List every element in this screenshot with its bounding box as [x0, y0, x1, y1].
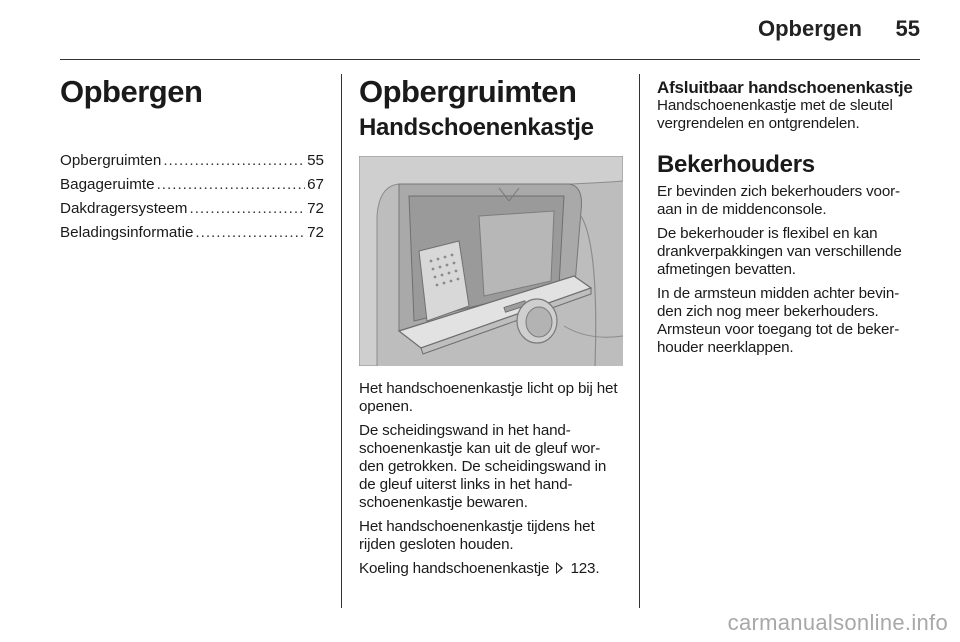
- header-rule: [60, 59, 920, 60]
- column-divider-1: [341, 74, 342, 608]
- reference-page: 123.: [570, 560, 600, 577]
- toc-entry-page: 67: [307, 176, 324, 193]
- column-2: [359, 74, 623, 584]
- reference-arrow-icon: [556, 562, 563, 574]
- toc-entry-page: 72: [307, 224, 324, 241]
- watermark: carmanualsonline.info: [727, 610, 948, 635]
- section-title: Opbergruimten: [359, 74, 577, 109]
- toc-entry-label: Bagageruimte: [60, 176, 155, 193]
- body-paragraph: De bekerhouder is flexibel en kan drankverpakkingen van verschillende afmetingen bevatten.: [657, 225, 902, 278]
- chapter-title: Opbergen: [60, 74, 203, 109]
- subsection-title: Handschoenenkastje: [359, 114, 594, 141]
- toc-entry[interactable]: [60, 176, 324, 194]
- body-paragraph: Handschoenenkastje met de sleutel vergrendelen en ontgrendelen.: [657, 97, 893, 132]
- toc-entry[interactable]: [60, 224, 324, 242]
- cross-reference[interactable]: [359, 560, 623, 578]
- toc-leader-dots: [157, 176, 306, 194]
- toc-leader-dots: [195, 224, 305, 242]
- toc-leader-dots: [189, 200, 305, 218]
- body-paragraph: In de armsteun midden achter bevin-den zich nog meer bekerhouders. Armsteun voor toegang tot de beker-houder neerklappen.: [657, 285, 900, 356]
- column-divider-2: [639, 74, 640, 608]
- glovebox-illustration-icon: [359, 156, 623, 366]
- toc-entry[interactable]: [60, 200, 324, 218]
- subsection-title: Afsluitbaar handschoenenkastje: [657, 78, 913, 97]
- reference-text: Koeling handschoenenkastje: [359, 560, 550, 577]
- subsection-title: Bekerhouders: [657, 151, 815, 178]
- toc-leader-dots: [163, 152, 305, 170]
- body-paragraph: Er bevinden zich bekerhouders voor-aan in de middenconsole.: [657, 183, 900, 218]
- toc-entry[interactable]: [60, 152, 324, 170]
- toc-entry-page: 55: [307, 152, 324, 169]
- header-page-number: 55: [895, 16, 920, 41]
- body-paragraph: De scheidingswand in het hand-schoenenkastje kan uit de gleuf wor-den getrokken. De scheidingswand in de gleuf uiterst links in het hand-schoenenkastje bewaren.: [359, 422, 607, 511]
- header-title: Opbergen: [758, 16, 862, 41]
- toc-entry-page: 72: [307, 200, 324, 217]
- column-3: [657, 74, 920, 363]
- toc-entry-label: Dakdragersysteem: [60, 200, 188, 217]
- table-of-contents: [60, 152, 324, 242]
- toc-entry-label: Opbergruimten: [60, 152, 162, 169]
- body-paragraph: Het handschoenenkastje tijdens het rijden gesloten houden.: [359, 518, 595, 553]
- body-paragraph: Het handschoenenkastje licht op bij het openen.: [359, 380, 618, 415]
- column-1: [60, 74, 324, 248]
- toc-entry-label: Beladingsinformatie: [60, 224, 194, 241]
